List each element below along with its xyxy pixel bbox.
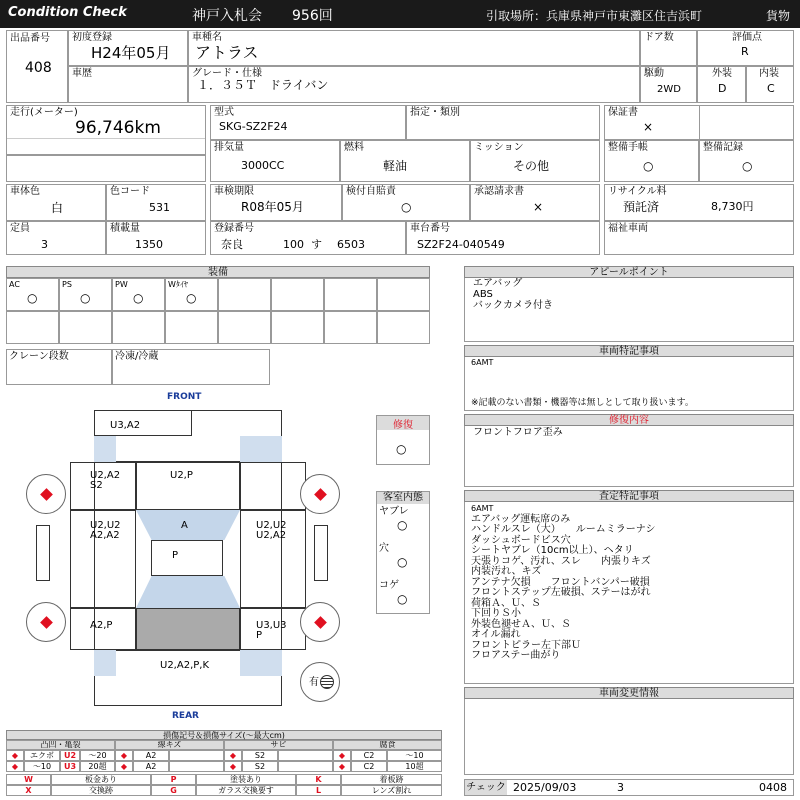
legend-cell: K: [296, 774, 341, 785]
welfare-cell: [604, 221, 794, 255]
equipment-cell: [271, 278, 324, 311]
body-color-label: 車体色: [10, 186, 40, 197]
history-cell: [68, 66, 188, 103]
equipment-grid: [6, 278, 430, 344]
car-name-label: 車種名: [192, 32, 222, 43]
equipment-label: PW: [115, 280, 128, 289]
warranty-cell: [604, 105, 794, 140]
legend-cell: ◆: [224, 761, 242, 772]
vehicle-category: 貨物: [766, 9, 791, 23]
freezer-label: 冷凍/冷蔵: [115, 351, 159, 362]
damage-legend: [6, 730, 442, 796]
special-note: ※記載のない書類・機器等は無しとして取り扱います。: [471, 398, 694, 408]
manual-book-value: ○: [643, 159, 654, 173]
capacity-label: 定員: [10, 223, 30, 234]
approval-label: 承認請求書: [474, 186, 524, 197]
drive-value: 2WD: [657, 84, 681, 95]
repair-flag-cell: [376, 415, 430, 465]
freezer-cell: [112, 349, 270, 385]
legend-cell: A2: [133, 750, 169, 761]
check-num: 3: [617, 781, 624, 794]
rating-cell: [697, 30, 794, 66]
model-value: SKG-SZ2F24: [219, 120, 288, 133]
color-code-value: 531: [149, 201, 170, 214]
interior-status-value: ○: [397, 592, 408, 606]
drive-label: 駆動: [644, 68, 664, 79]
exterior-label: 外装: [712, 68, 732, 79]
dmg-right-mid: U2,U2: [256, 520, 287, 531]
mileage-sub-cell: [6, 155, 206, 182]
recycle-label: リサイクル料: [608, 186, 667, 197]
load-value: 1350: [135, 238, 163, 251]
color-code-cell: [106, 184, 206, 221]
appeal-line: ABS: [473, 289, 493, 300]
car-name-value: アトラス: [195, 43, 259, 62]
assessment-line: 外装色褪せＡ、Ｕ、Ｓ: [471, 618, 571, 630]
plate-region: 奈良: [221, 238, 243, 251]
recycle-cell: [604, 184, 794, 221]
dmg-fl-upper: U2,A2: [90, 470, 121, 481]
repair-title: 修復内容: [464, 414, 794, 426]
first-reg-label: 初度登録: [72, 32, 112, 43]
equipment-cell: [165, 311, 218, 344]
interior-status-label: ヤブレ: [379, 506, 409, 517]
lot-cell: [6, 30, 68, 103]
assessment-line: 下回りＳ小: [471, 608, 521, 619]
equipment-label: PS: [62, 280, 72, 289]
legend-cell: ◆: [224, 750, 242, 761]
mileage-label: 走行(メーター): [10, 107, 78, 118]
appeal-line: バックカメラ付き: [473, 300, 553, 311]
equipment-cell: [218, 311, 271, 344]
chassis-cell: [406, 221, 600, 255]
equipment-cell: [218, 278, 271, 311]
fuel-label: 燃料: [344, 142, 364, 153]
legend-cell: ◆: [333, 750, 351, 761]
legend-cell: [169, 750, 224, 761]
legend-cell: S2: [242, 750, 278, 761]
legend-category: サビ: [224, 740, 333, 750]
legend-cell: L: [296, 785, 341, 796]
assessment-line: フロントステップ左破損、ステーはがれ: [471, 587, 651, 598]
legend-cell: U3: [60, 761, 80, 772]
legend-category: 凸凹・亀裂: [6, 740, 115, 750]
body-color-value: 白: [51, 201, 64, 215]
equipment-value: ○: [133, 291, 144, 305]
recycle-value: 8,730円: [711, 200, 754, 213]
interior-status-value: ○: [397, 555, 408, 569]
body-color-cell: [6, 184, 106, 221]
interior-value: C: [767, 82, 775, 95]
record-cell: [699, 140, 794, 182]
assessment-line: 6AMT: [471, 504, 494, 513]
legend-cell: ◆: [115, 750, 133, 761]
tire-front-left: [26, 474, 66, 514]
first-reg-value: H24年05月: [91, 44, 171, 62]
mission-label: ミッション: [474, 142, 524, 153]
plate-cell: [210, 221, 406, 255]
rating-value: R: [741, 45, 749, 58]
record-value: ○: [742, 159, 753, 173]
legend-cell: A2: [133, 761, 169, 772]
approval-value: ×: [533, 200, 544, 214]
assessment-line: フロントピラー左下部Ｕ: [471, 639, 581, 651]
dmg-top: U3,A2: [110, 420, 141, 431]
legend-cell: S2: [242, 761, 278, 772]
approval-cell: [470, 184, 600, 221]
first-reg-cell: [68, 30, 188, 66]
legend-cell: C2: [351, 750, 387, 761]
assessment-line: 天張りコゲ、汚れ、スレ 内張りキズ: [471, 555, 651, 567]
dmg-front-center: U2,P: [170, 470, 193, 481]
designation-label: 指定・類別: [410, 107, 460, 118]
chassis-value: SZ2F24-040549: [417, 238, 505, 251]
legend-cell: U2: [60, 750, 80, 761]
dmg-center-p: P: [172, 550, 179, 561]
tire-rear-left: [26, 602, 66, 642]
fuel-cell: [340, 140, 470, 182]
tire-rear-right: [300, 602, 340, 642]
app-title: Condition Check: [8, 5, 127, 20]
plate-kana: す: [311, 238, 322, 251]
assessment-line: 内装汚れ、キズ: [471, 566, 542, 577]
equipment-cell: [59, 311, 112, 344]
interior-status-value: ○: [397, 518, 408, 532]
dmg-left-mid2: A2,A2: [90, 530, 120, 541]
rating-label: 評価点: [732, 32, 762, 43]
legend-cell: [169, 761, 224, 772]
warranty-label: 保証書: [608, 107, 638, 118]
pickup-location: 引取場所：兵庫県神戸市東灘区住吉浜町: [486, 9, 703, 23]
legend-cell: 板金あり: [51, 774, 151, 785]
equipment-cell: [165, 278, 218, 311]
check-bar: [464, 779, 794, 796]
repair-line: フロントフロア歪み: [473, 427, 563, 438]
interior-cell: [746, 66, 794, 103]
interior-status-label: コゲ: [379, 580, 399, 591]
legend-category: 腐食: [333, 740, 442, 750]
interior-status-cell: [376, 491, 430, 614]
legend-cell: 着板跡: [341, 774, 442, 785]
assessment-line: 荷箱Ａ、Ｕ、Ｓ: [471, 597, 541, 609]
equipment-value: ○: [27, 291, 38, 305]
check-code: 0408: [759, 781, 787, 794]
equipment-label: AC: [9, 280, 20, 289]
assessment-line: フロアステー曲がり: [471, 650, 561, 661]
equipment-cell: [377, 278, 430, 311]
equipment-cell: [324, 278, 377, 311]
change-info-title: 車両変更情報: [464, 687, 794, 699]
assessment-line: ハンドルスレ（大） ルームミラーナシ: [471, 524, 656, 535]
legend-title: 損傷記号＆損傷サイズ(〜最大cm): [6, 730, 442, 740]
doors-label: ドア数: [644, 32, 674, 43]
dmg-right-rear2: P: [256, 630, 263, 641]
doors-cell: [640, 30, 697, 66]
assessment-panel: [464, 490, 794, 684]
equipment-cell: [6, 311, 59, 344]
change-info-panel: [464, 687, 794, 775]
legend-cell: 塗装あり: [196, 774, 296, 785]
grade-label: グレード・仕様: [192, 68, 262, 79]
assessment-line: エアバッグ運転席のみ: [471, 513, 571, 525]
spare-label: 有: [309, 677, 319, 688]
plate-number: 6503: [337, 238, 365, 251]
plate-class: 100: [283, 238, 304, 251]
interior-status-title: 客室内態: [377, 492, 429, 504]
mission-cell: [470, 140, 600, 182]
displacement-label: 排気量: [214, 142, 244, 153]
car-diagram: [14, 390, 364, 725]
chassis-label: 車台番号: [410, 223, 450, 234]
equipment-cell: [324, 311, 377, 344]
inspection-cell: [210, 184, 342, 221]
spare-tire: [300, 662, 340, 702]
dmg-left-rear: A2,P: [90, 620, 113, 631]
legend-cell: ◆: [6, 761, 24, 772]
equipment-cell: [112, 278, 165, 311]
special-panel: [464, 345, 794, 411]
equipment-cell: [6, 278, 59, 311]
check-date: 2025/09/03: [513, 781, 577, 794]
equipment-label: Wﾀｲﾔ: [168, 280, 188, 289]
welfare-label: 福祉車両: [608, 223, 648, 234]
appeal-line: エアバッグ: [473, 278, 523, 289]
auction-name: 神戸入札会: [192, 8, 262, 24]
color-code-label: 色コード: [110, 186, 150, 197]
legend-cell: 〜20: [80, 750, 115, 761]
displacement-cell: [210, 140, 340, 182]
assessment-line: オイル漏れ: [471, 629, 521, 640]
lot-number: 408: [25, 60, 52, 76]
legend-cell: レンズ割れ: [341, 785, 442, 796]
dmg-center-a: A: [181, 520, 188, 531]
self-insp-cell: [342, 184, 470, 221]
crane-cell: [6, 349, 112, 385]
lot-label: 出品番号: [10, 33, 50, 44]
legend-cell: W: [6, 774, 51, 785]
legend-cell: P: [151, 774, 196, 785]
assessment-line: ダッシュボードビス穴: [471, 534, 571, 546]
load-cell: [106, 221, 206, 255]
self-insp-label: 検付自賠責: [346, 186, 396, 197]
drive-cell: [640, 66, 697, 103]
legend-cell: [278, 750, 333, 761]
rear-label: REAR: [172, 711, 199, 721]
equipment-cell: [112, 311, 165, 344]
self-insp-value: ○: [401, 200, 412, 214]
dmg-right-mid2: U2,A2: [256, 530, 287, 541]
plate-label: 登録番号: [214, 223, 254, 234]
header-bar: [0, 0, 800, 28]
repair-flag-value: ○: [396, 442, 407, 456]
equipment-value: ○: [80, 291, 91, 305]
front-label: FRONT: [167, 392, 202, 402]
dmg-left-mid: U2,U2: [90, 520, 121, 531]
equipment-cell: [377, 311, 430, 344]
appeal-panel: [464, 266, 794, 342]
legend-cell: 交換跡: [51, 785, 151, 796]
legend-cell: ◆: [6, 750, 24, 761]
displacement-value: 3000CC: [241, 159, 285, 172]
dmg-bottom: U2,A2,P,K: [160, 660, 210, 671]
capacity-value: 3: [41, 238, 48, 251]
special-title: 車両特記事項: [464, 345, 794, 357]
check-label: チェック: [466, 782, 506, 793]
load-label: 積載量: [110, 223, 140, 234]
legend-cell: ◆: [333, 761, 351, 772]
legend-cell: 〜10: [387, 750, 442, 761]
model-cell: [210, 105, 406, 140]
manual-book-label: 整備手帳: [608, 142, 648, 153]
assessment-title: 査定特記事項: [464, 490, 794, 502]
assessment-line: アンテナ欠損 フロントバンパー破損: [471, 576, 650, 588]
grade-cell: [188, 66, 640, 103]
car-name-cell: [188, 30, 640, 66]
legend-cell: エクボ: [24, 750, 60, 761]
exterior-value: D: [718, 82, 727, 95]
fuel-value: 軽油: [383, 159, 408, 173]
special-line1: 6AMT: [471, 358, 494, 367]
warranty-value: ×: [643, 120, 654, 134]
legend-cell: ◆: [115, 761, 133, 772]
repair-panel: [464, 414, 794, 487]
record-label: 整備記録: [703, 142, 743, 153]
interior-label: 内装: [759, 68, 779, 79]
legend-cell: X: [6, 785, 51, 796]
repair-flag-label: 修復: [377, 416, 429, 430]
manual-book-cell: [604, 140, 699, 182]
assessment-line: シートヤブレ（10cm以上）、ヘタリ: [471, 545, 634, 556]
dmg-right-rear: U3,U3: [256, 620, 287, 631]
dmg-fl-s: S2: [90, 480, 103, 491]
legend-category: 線キズ: [115, 740, 224, 750]
equipment-cell: [271, 311, 324, 344]
capacity-cell: [6, 221, 106, 255]
legend-cell: 10超: [387, 761, 442, 772]
grade-value: １．３５Ｔ ドライバン: [197, 78, 329, 92]
mission-value: その他: [513, 159, 550, 173]
legend-cell: G: [151, 785, 196, 796]
mileage-cell: [6, 105, 206, 155]
equipment-value: ○: [186, 291, 197, 305]
inspection-value: R08年05月: [241, 200, 304, 214]
equipment-cell: [59, 278, 112, 311]
history-label: 車歴: [72, 68, 92, 79]
designation-cell: [406, 105, 600, 140]
legend-cell: ガラス交換要す: [196, 785, 296, 796]
mileage-value: 96,746km: [75, 118, 161, 138]
inspection-label: 車検期限: [214, 186, 254, 197]
legend-cell: 〜10: [24, 761, 60, 772]
legend-cell: C2: [351, 761, 387, 772]
legend-cell: [278, 761, 333, 772]
equipment-title: 装備: [6, 266, 430, 278]
crane-label: クレーン段数: [9, 351, 69, 362]
recycle-status: 預託済: [623, 200, 660, 214]
appeal-title: アピールポイント: [464, 266, 794, 278]
exterior-cell: [697, 66, 746, 103]
interior-status-label: 穴: [379, 543, 389, 554]
auction-round: 956回: [292, 8, 333, 24]
model-label: 型式: [214, 107, 234, 118]
tire-front-right: [300, 474, 340, 514]
legend-cell: 20超: [80, 761, 115, 772]
